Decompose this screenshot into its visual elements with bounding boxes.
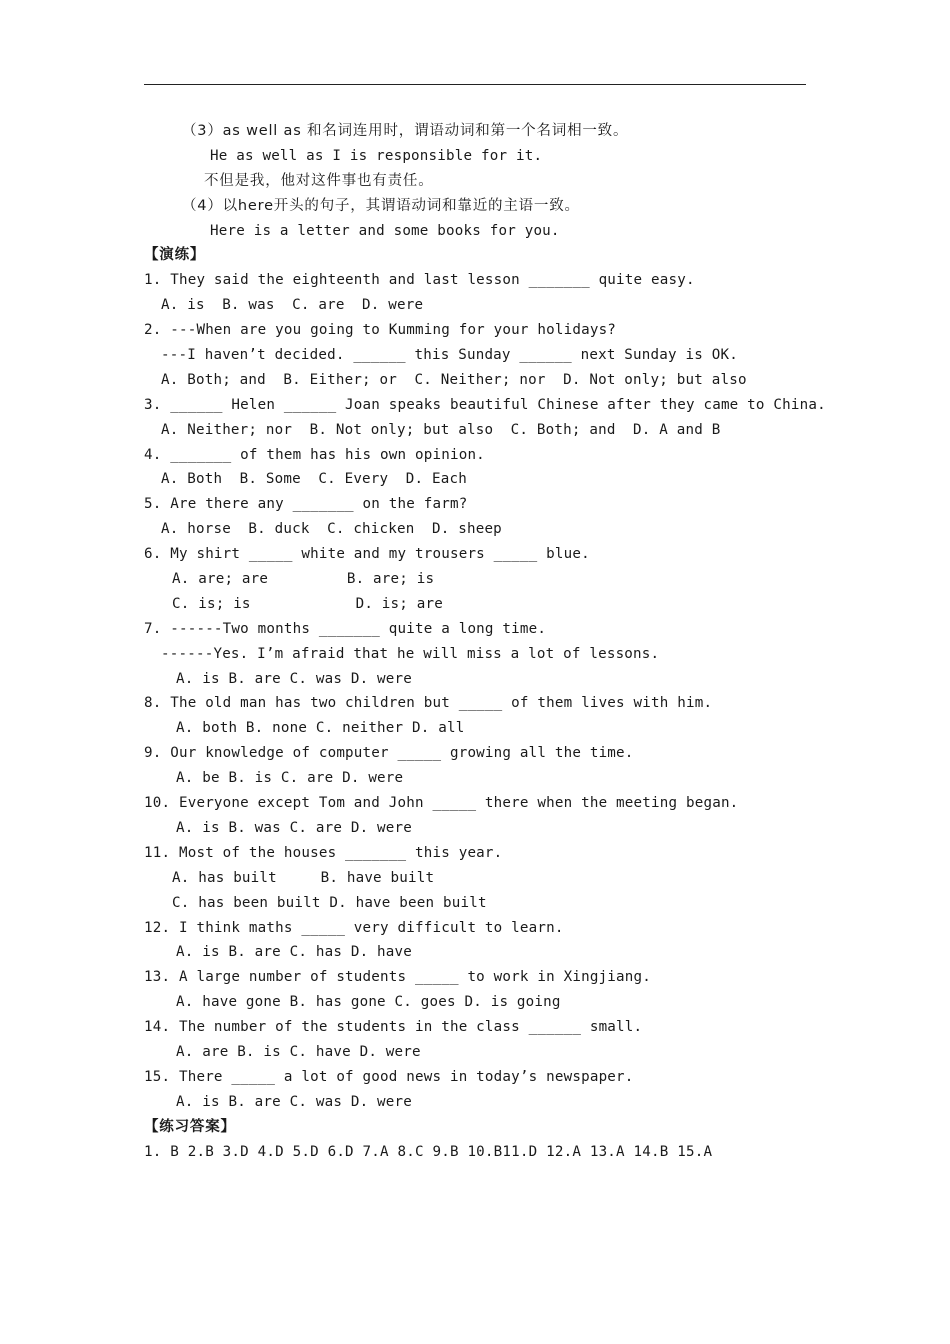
question-2: 2. ---When are you going to Kumming for your holidays? [144,322,617,339]
question-13-options: A. have gone B. has gone C. goes D. is going [176,994,561,1011]
question-7-reply: ------Yes. I’m afraid that he will miss a lot of lessons. [161,645,660,662]
answers-text: 1. B 2.B 3.D 4.D 5.D 6.D 7.A 8.C 9.B 10.B11.D 12.A 13.A 14.B 15.A [144,1143,713,1160]
rule-3: （3）as well as 和名词连用时，谓语动词和第一个名词相一致。 [182,123,629,139]
question-15: 15. There _____ a lot of good news in today’s newspaper. [144,1068,634,1085]
answers-heading: 【练习答案】 [144,1118,236,1135]
question-9: 9. Our knowledge of computer _____ growing all the time. [144,745,634,762]
document-body [144,119,824,1164]
question-6-options-1: A. are; are B. are; is [172,571,435,588]
practice-heading: 【演练】 [144,247,206,264]
question-10-options: A. is B. was C. are D. were [176,819,413,836]
question-5: 5. Are there any _______ on the farm? [144,496,468,513]
rule-3-translation: 不但是我，他对这件事也有责任。 [204,172,434,189]
question-11-options-2: C. has been built D. have been built [172,894,487,911]
rule-3-example: He as well as I is responsible for it. [210,147,543,164]
header-rule [144,84,806,85]
question-12: 12. I think maths _____ very difficult to learn. [144,919,564,936]
question-8-options: A. both B. none C. neither D. all [176,720,465,737]
question-3: 3. ______ Helen ______ Joan speaks beautiful Chinese after they came to China. [144,396,826,413]
question-7: 7. ------Two months _______ quite a long time. [144,620,547,637]
question-4: 4. _______ of them has his own opinion. [144,446,485,463]
question-6: 6. My shirt _____ white and my trousers _____ blue. [144,546,590,563]
rule-4: （4）以here开头的句子，其谓语动词和靠近的主语一致。 [182,197,580,214]
question-11-options-1: A. has built B. have built [172,869,435,886]
question-1-options: A. is B. was C. are D. were [161,297,424,314]
question-13: 13. A large number of students _____ to work in Xingjiang. [144,969,652,986]
question-11: 11. Most of the houses _______ this year. [144,844,503,861]
question-2-options: A. Both; and B. Either; or C. Neither; nor D. Not only; but also [161,371,747,388]
question-8: 8. The old man has two children but _____ of them lives with him. [144,695,713,712]
question-5-options: A. horse B. duck C. chicken D. sheep [161,521,502,538]
question-10: 10. Everyone except Tom and John _____ there when the meeting began. [144,795,739,812]
question-3-options: A. Neither; nor B. Not only; but also C. Both; and D. A and B [161,421,721,438]
question-12-options: A. is B. are C. has D. have [176,944,413,961]
question-15-options: A. is B. are C. was D. were [176,1093,413,1110]
question-1: 1. They said the eighteenth and last lesson _______ quite easy. [144,272,695,289]
question-2-reply: ---I haven’t decided. ______ this Sunday ______ next Sunday is OK. [161,347,738,364]
question-14-options: A. are B. is C. have D. were [176,1043,421,1060]
question-7-options: A. is B. are C. was D. were [176,670,413,687]
question-9-options: A. be B. is C. are D. were [176,770,404,787]
rule-4-example: Here is a letter and some books for you. [210,222,560,239]
question-4-options: A. Both B. Some C. Every D. Each [161,471,467,488]
question-14: 14. The number of the students in the class ______ small. [144,1019,643,1036]
question-6-options-2: C. is; is D. is; are [172,595,443,612]
